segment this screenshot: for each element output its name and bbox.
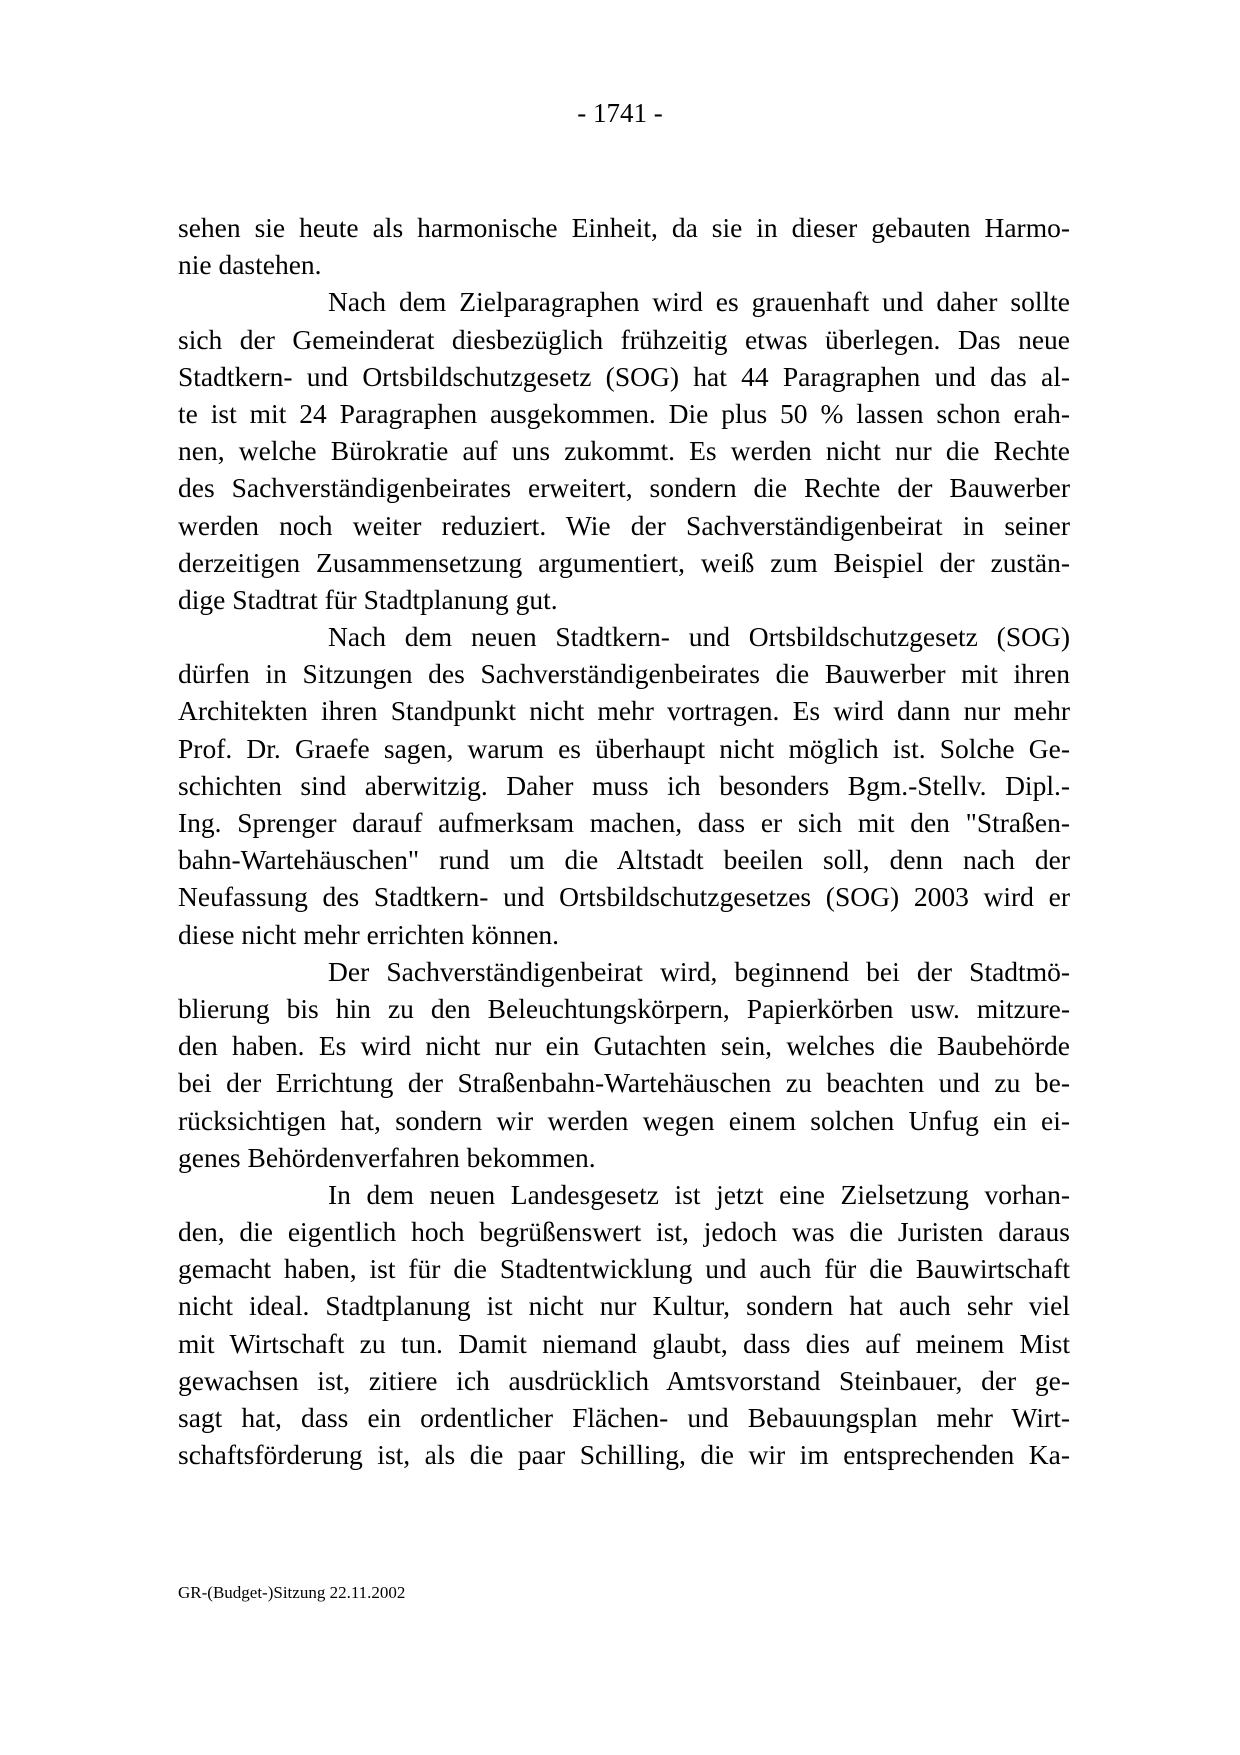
paragraph-start-line: Nach dem neuen Stadtkern- und Ortsbildschutzgesetz (SOG) xyxy=(328,621,1070,653)
paragraph-start-line: In dem neuen Landesgesetz ist jetzt eine Zielsetzung vorhan- xyxy=(328,1178,1070,1210)
text-line: bahn-Wartehäuschen" rund um die Altstadt beeilen soll, denn nach der xyxy=(178,844,1070,876)
paragraph-start-line: Nach dem Zielparagraphen wird es grauenhaft und daher sollte xyxy=(328,286,1070,318)
text-line: genes Behördenverfahren bekommen. xyxy=(178,1141,596,1173)
text-line: schaftsförderung ist, als die paar Schilling, die wir im entsprechenden Ka- xyxy=(178,1439,1070,1471)
footer-session-date: GR-(Budget-)Sitzung 22.11.2002 xyxy=(178,1583,406,1602)
text-line: blierung bis hin zu den Beleuchtungskörpern, Papierkörben usw. mitzure- xyxy=(178,992,1070,1024)
text-line: mit Wirtschaft zu tun. Damit niemand glaubt, dass dies auf meinem Mist xyxy=(178,1327,1070,1359)
text-line: Stadtkern- und Ortsbildschutzgesetz (SOG) hat 44 Paragraphen und das al- xyxy=(178,360,1070,392)
text-line: nicht ideal. Stadtplanung ist nicht nur Kultur, sondern hat auch sehr viel xyxy=(178,1290,1070,1322)
text-line: den, die eigentlich hoch begrüßenswert ist, jedoch was die Juristen daraus xyxy=(178,1216,1070,1248)
text-line: des Sachverständigenbeirates erweitert, sondern die Rechte der Bauwerber xyxy=(178,472,1070,504)
text-line: Architekten ihren Standpunkt nicht mehr vortragen. Es wird dann nur mehr xyxy=(178,695,1070,727)
text-line: nen, welche Bürokratie auf uns zukommt. Es werden nicht nur die Rechte xyxy=(178,435,1070,467)
body-text xyxy=(178,209,1070,1473)
text-line: sehen sie heute als harmonische Einheit, da sie in dieser gebauten Harmo- xyxy=(178,212,1070,243)
text-line: diese nicht mehr errichten können. xyxy=(178,918,560,950)
text-line: te ist mit 24 Paragraphen ausgekommen. Die plus 50 % lassen schon erah- xyxy=(178,397,1070,429)
text-line: sich der Gemeinderat diesbezüglich frühzeitig etwas überlegen. Das neue xyxy=(178,323,1070,355)
text-line: Ing. Sprenger darauf aufmerksam machen, dass er sich mit den "Straßen- xyxy=(178,807,1070,838)
text-line: sagt hat, dass ein ordentlicher Flächen- und Bebauungsplan mehr Wirt- xyxy=(178,1402,1070,1433)
text-line: nie dastehen. xyxy=(178,249,322,281)
page-number: - 1741 - xyxy=(577,98,663,128)
text-line: den haben. Es wird nicht nur ein Gutachten sein, welches die Baubehörde xyxy=(178,1030,1070,1062)
paragraph-start-line: Der Sachverständigenbeirat wird, beginnend bei der Stadtmö- xyxy=(328,955,1070,987)
text-line: dürfen in Sitzungen des Sachverständigenbeirates die Bauwerber mit ihren xyxy=(178,658,1070,690)
text-line: dige Stadtrat für Stadtplanung gut. xyxy=(178,583,558,615)
text-line: gewachsen ist, zitiere ich ausdrücklich Amtsvorstand Steinbauer, der ge- xyxy=(178,1364,1070,1396)
text-line: derzeitigen Zusammensetzung argumentiert, weiß zum Beispiel der zustän- xyxy=(178,546,1070,578)
text-line: schichten sind aberwitzig. Daher muss ich besonders Bgm.-Stellv. Dipl.- xyxy=(178,769,1070,801)
text-line: werden noch weiter reduziert. Wie der Sachverständigenbeirat in seiner xyxy=(178,509,1070,541)
text-line: rücksichtigen hat, sondern wir werden wegen einem solchen Unfug ein ei- xyxy=(178,1104,1070,1136)
text-line: gemacht haben, ist für die Stadtentwicklung und auch für die Bauwirtschaft xyxy=(178,1253,1070,1285)
text-line: bei der Errichtung der Straßenbahn-Wartehäuschen zu beachten und zu be- xyxy=(178,1067,1070,1099)
text-line: Neufassung des Stadtkern- und Ortsbildschutzgesetzes (SOG) 2003 wird er xyxy=(178,881,1070,913)
text-line: Prof. Dr. Graefe sagen, warum es überhaupt nicht möglich ist. Solche Ge- xyxy=(178,732,1070,764)
